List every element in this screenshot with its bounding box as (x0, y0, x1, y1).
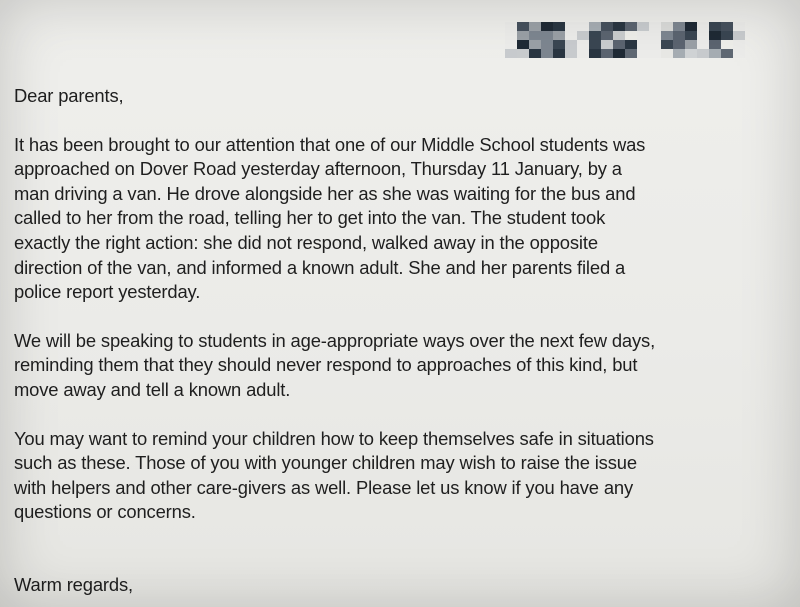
paragraph-line: It has been brought to our attention that one of our Middle School students was (14, 133, 646, 155)
mosaic-cell (577, 49, 589, 58)
mosaic-cell (577, 40, 589, 49)
mosaic-cell (685, 31, 697, 40)
mosaic-cell (541, 40, 553, 49)
paragraph-line: called to her from the road, telling her to get into the van. The student took (14, 207, 606, 229)
mosaic-cell (697, 49, 709, 58)
mosaic-cell (709, 22, 721, 31)
mosaic-cell (649, 49, 661, 58)
mosaic-cell (577, 31, 589, 40)
mosaic-cell (721, 49, 733, 58)
mosaic-cell (637, 22, 649, 31)
paragraph-line: reminding them that they should never respond to approaches of this kind, but (14, 354, 638, 376)
mosaic-cell (541, 31, 553, 40)
mosaic-cell (661, 22, 673, 31)
mosaic-cell (505, 40, 517, 49)
paragraph-line: police report yesterday. (14, 281, 201, 303)
mosaic-cell (733, 40, 745, 49)
mosaic-cell (685, 22, 697, 31)
mosaic-cell (613, 40, 625, 49)
mosaic-cell (721, 31, 733, 40)
paragraph-incident (14, 133, 789, 305)
mosaic-cell (649, 31, 661, 40)
mosaic-cell (589, 40, 601, 49)
mosaic-cell (625, 40, 637, 49)
mosaic-cell (733, 49, 745, 58)
mosaic-cell (565, 40, 577, 49)
mosaic-cell (733, 31, 745, 40)
paragraph-line: You may want to remind your children how to keep themselves safe in situations (14, 427, 654, 449)
mosaic-cell (577, 22, 589, 31)
mosaic-cell (613, 49, 625, 58)
salutation: Dear parents, (14, 85, 124, 106)
mosaic-cell (673, 31, 685, 40)
mosaic-cell (589, 31, 601, 40)
mosaic-cell (553, 40, 565, 49)
mosaic-cell (601, 49, 613, 58)
paragraph-line: direction of the van, and informed a known adult. She and her parents filed a (14, 256, 626, 278)
mosaic-cell (565, 49, 577, 58)
mosaic-cell (721, 22, 733, 31)
mosaic-cell (565, 31, 577, 40)
letter-body (14, 84, 789, 598)
paragraph-line: approached on Dover Road yesterday afternoon, Thursday 11 January, by a (14, 158, 622, 180)
paragraph-line: questions or concerns. (14, 501, 196, 523)
mosaic-cell (637, 40, 649, 49)
mosaic-cell (505, 31, 517, 40)
mosaic-cell (517, 40, 529, 49)
mosaic-cell (601, 40, 613, 49)
paragraph-line: man driving a van. He drove alongside her as she was waiting for the bus and (14, 182, 636, 204)
mosaic-cell (685, 49, 697, 58)
paragraph-line: such as these. Those of you with younger children may wish to raise the issue (14, 452, 637, 474)
mosaic-cell (517, 22, 529, 31)
paragraph-school-action (14, 329, 789, 403)
paragraph-line: move away and tell a known adult. (14, 378, 291, 400)
mosaic-cell (661, 40, 673, 49)
mosaic-cell (661, 49, 673, 58)
mosaic-blur (505, 22, 745, 58)
mosaic-cell (529, 49, 541, 58)
mosaic-cell (613, 31, 625, 40)
paragraph-line: We will be speaking to students in age-appropriate ways over the next few days, (14, 329, 656, 351)
mosaic-cell (529, 31, 541, 40)
mosaic-cell (553, 49, 565, 58)
mosaic-cell (649, 40, 661, 49)
closing: Warm regards, (14, 573, 133, 595)
mosaic-cell (709, 49, 721, 58)
mosaic-cell (697, 40, 709, 49)
mosaic-cell (673, 40, 685, 49)
mosaic-cell (625, 22, 637, 31)
mosaic-cell (505, 49, 517, 58)
mosaic-cell (541, 22, 553, 31)
mosaic-cell (601, 22, 613, 31)
mosaic-cell (529, 22, 541, 31)
mosaic-cell (661, 31, 673, 40)
paragraph-line: with helpers and other care-givers as well. Please let us know if you have any (14, 476, 634, 498)
mosaic-cell (697, 31, 709, 40)
mosaic-cell (673, 22, 685, 31)
mosaic-cell (709, 31, 721, 40)
mosaic-cell (565, 22, 577, 31)
mosaic-cell (601, 31, 613, 40)
mosaic-cell (541, 49, 553, 58)
paragraph-parent-advice (14, 427, 789, 525)
pixelated-header-redaction (505, 18, 795, 62)
mosaic-cell (553, 22, 565, 31)
mosaic-cell (637, 49, 649, 58)
mosaic-cell (517, 49, 529, 58)
paragraph-line: exactly the right action: she did not respond, walked away in the opposite (14, 231, 598, 253)
mosaic-cell (673, 49, 685, 58)
mosaic-cell (625, 49, 637, 58)
mosaic-cell (685, 40, 697, 49)
mosaic-cell (649, 22, 661, 31)
mosaic-cell (613, 22, 625, 31)
mosaic-cell (553, 31, 565, 40)
mosaic-cell (697, 22, 709, 31)
mosaic-cell (505, 22, 517, 31)
mosaic-cell (733, 22, 745, 31)
mosaic-cell (637, 31, 649, 40)
mosaic-cell (709, 40, 721, 49)
mosaic-cell (589, 22, 601, 31)
mosaic-cell (721, 40, 733, 49)
mosaic-cell (529, 40, 541, 49)
mosaic-cell (517, 31, 529, 40)
mosaic-cell (625, 31, 637, 40)
mosaic-cell (589, 49, 601, 58)
